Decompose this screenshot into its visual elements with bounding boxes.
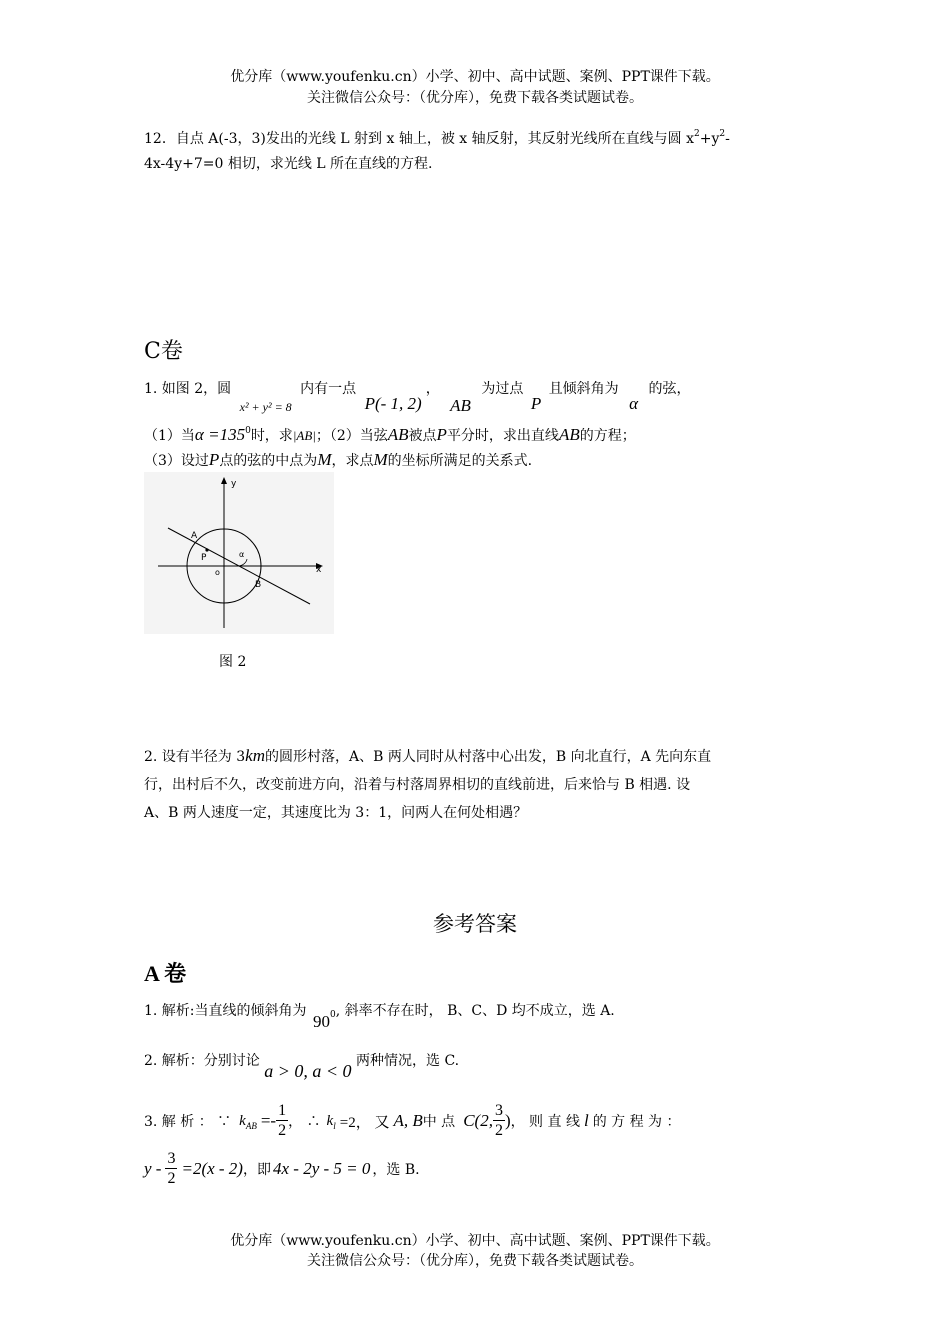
frac-den: 2 <box>494 1122 503 1139</box>
inequality: a > 0, a < 0 <box>264 1061 352 1081</box>
c-q2-line-2: 行，出村后不久，改变前进方向，沿着与村落周界相切的直线前进，后来恰与 B 相遇. 设 <box>144 777 691 793</box>
text: ) <box>504 1111 511 1130</box>
answer-3-line-1 <box>144 1100 681 1142</box>
header-line-2: 关注微信公众号：（优分库），免费下载各类试题试卷。 <box>307 90 643 106</box>
text: 点的弦的中点为 <box>219 453 318 469</box>
text: ， 则 直 线 <box>510 1114 580 1130</box>
text: =2， 又 <box>339 1114 390 1131</box>
text: ，求点 <box>331 453 374 469</box>
point-p-ref: P <box>530 394 542 413</box>
text: ，即 <box>242 1162 271 1178</box>
c-q1-text: ， <box>425 381 440 397</box>
figure-caption: 图 2 <box>219 654 247 670</box>
c-q1-text: 的弦， <box>648 381 691 397</box>
c-q1-part-3 <box>144 450 532 470</box>
text: =- <box>260 1111 277 1130</box>
slope-k: k <box>239 1112 246 1129</box>
c-q1-text: 内有一点 <box>300 381 357 397</box>
footer-line-1: 优分库（www.youfenku.cn）小学、初中、高中试题、案例、PPT课件下载。 <box>230 1233 720 1249</box>
frac-num: 3 <box>494 1102 503 1119</box>
c-q2-line-3: A、B 两人速度一定，其速度比为 3：1，问两人在何处相遇？ <box>144 805 528 821</box>
text: 平分时，求出直线 <box>446 428 559 444</box>
label-x: x <box>316 565 322 575</box>
q12-sup: 2 <box>693 129 700 139</box>
points-ab: A, B <box>393 1111 423 1130</box>
text: 2. 解析：分别讨论 <box>144 1053 260 1069</box>
label-alpha: α <box>239 550 245 559</box>
text: 时，求 <box>250 428 293 444</box>
header-line-1: 优分库（www.youfenku.cn）小学、初中、高中试题、案例、PPT课件下载。 <box>230 69 720 85</box>
line-l: l <box>583 1111 589 1130</box>
c-q1-text: 1. 如图 2，圆 <box>144 381 232 397</box>
q12-text-b: +y <box>699 131 720 147</box>
c-q1-line-1 <box>144 378 691 415</box>
text: 3. 解 析 ： ∵ <box>144 1114 232 1130</box>
point-p: P <box>436 425 447 444</box>
degree-mark: 0 <box>329 1010 336 1020</box>
q12-line-2: 4x-4y+7=0 相切，求光线 L 所在直线的方程. <box>144 156 433 172</box>
answers-title: 参考答案 <box>433 912 517 936</box>
text: 的方程； <box>579 428 636 444</box>
figure-2-diagram <box>144 472 334 634</box>
abs-ab: |AB| <box>292 428 316 443</box>
c-q2-line-1 <box>144 746 711 766</box>
answer-2 <box>144 1049 460 1081</box>
answer-3-line-2 <box>144 1148 420 1190</box>
text: 的坐标所满足的关系式. <box>387 453 533 469</box>
text: ；（2）当弦 <box>315 428 388 444</box>
point-p: P(- 1, 2) <box>364 394 422 413</box>
q12-sup-b: 2 <box>719 129 726 139</box>
text: 中 点 <box>422 1114 456 1130</box>
midpoint-m: M <box>373 450 388 469</box>
text: 2. 设有半径为 3 <box>144 749 246 765</box>
slope-kl: k <box>326 1112 334 1129</box>
text: 被点 <box>408 428 437 444</box>
equation-rhs: =2(x - 2) <box>181 1159 243 1178</box>
text: （3）设过 <box>144 453 209 469</box>
line-equation: 4x - 2y - 5 = 0 <box>272 1159 371 1178</box>
text: ，选 B. <box>372 1162 420 1178</box>
frac-num: 1 <box>278 1102 287 1119</box>
text: 两种情况，选 C. <box>356 1053 460 1069</box>
fraction-three-halves <box>493 1103 505 1139</box>
unit-km: km <box>245 746 265 765</box>
answers-section-a: A 卷 <box>144 961 187 986</box>
answer-1 <box>144 1000 615 1031</box>
slope-subscript: AB <box>245 1121 257 1131</box>
footer-line-2: 关注微信公众号：（优分库），免费下载各类试题试卷。 <box>307 1253 643 1269</box>
midpoint-m: M <box>317 450 332 469</box>
c-q1-parts-1-2 <box>144 425 636 445</box>
text: （1）当 <box>144 428 195 444</box>
label-o: o <box>215 568 220 577</box>
q12-line-1 <box>144 128 730 148</box>
frac-den: 2 <box>167 1170 176 1187</box>
line-ab: AB <box>558 425 580 444</box>
c-q1-text: 且倾斜角为 <box>548 381 619 397</box>
text: ， ∴ <box>288 1114 321 1130</box>
text: 1. 解析:当直线的倾斜角为 <box>144 1003 307 1019</box>
slope-subscript: l <box>333 1121 336 1131</box>
alpha-symbol: α <box>629 394 639 413</box>
chord-ab: AB <box>387 425 409 444</box>
degree-mark: 0 <box>245 426 251 436</box>
circle-equation: x² + y² = 8 <box>239 400 292 414</box>
alpha-condition: α =135 <box>194 425 246 444</box>
label-y: y <box>231 479 237 489</box>
point-p-dot <box>205 548 208 551</box>
angle-90: 90 <box>312 1012 330 1031</box>
point-p: P <box>208 450 220 469</box>
label-b: B <box>255 580 262 590</box>
q12-text-a: 12．自点 A(-3，3)发出的光线 L 射到 x 轴上，被 x 轴反射，其反射光线所在直线与圆 x <box>144 131 694 147</box>
q12-text-c: - <box>725 131 730 147</box>
label-p: P <box>201 553 207 563</box>
frac-num: 3 <box>167 1150 176 1167</box>
frac-den: 2 <box>278 1122 287 1139</box>
c-q1-text: 为过点 <box>481 381 524 397</box>
section-c-title: C卷 <box>144 339 183 364</box>
fraction-three-halves <box>165 1151 177 1187</box>
text: , 斜率不存在时， B、C、D 均不成立，选 A. <box>335 1003 615 1019</box>
label-a: A <box>191 531 198 541</box>
fraction-one-half <box>276 1103 288 1139</box>
chord-ab: AB <box>450 396 471 415</box>
equation-lhs: y - <box>144 1159 162 1178</box>
text: 的圆形村落，A、B 两人同时从村落中心出发，B 向北直行，A 先向东直 <box>265 749 712 765</box>
midpoint-c: C(2, <box>463 1111 493 1130</box>
text: 的 方 程 为 ： <box>592 1114 681 1130</box>
